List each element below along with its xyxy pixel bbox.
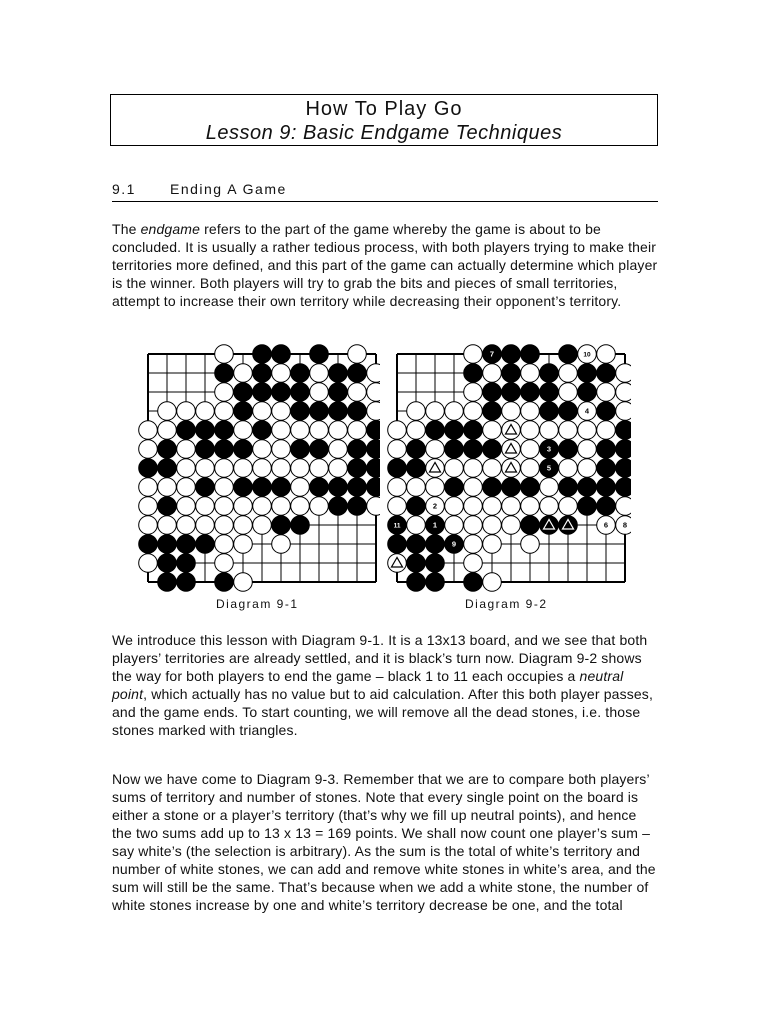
black-stone bbox=[310, 402, 329, 421]
black-stone bbox=[426, 421, 445, 440]
white-stone bbox=[559, 459, 578, 478]
white-stone bbox=[445, 497, 464, 516]
white-stone bbox=[407, 402, 426, 421]
white-stone bbox=[464, 383, 483, 402]
white-stone bbox=[158, 516, 177, 535]
black-stone bbox=[407, 554, 426, 573]
white-stone bbox=[215, 535, 234, 554]
white-stone bbox=[177, 402, 196, 421]
black-stone bbox=[464, 573, 483, 592]
white-stone bbox=[310, 421, 329, 440]
page-title: How To Play Go bbox=[305, 98, 463, 120]
black-stone bbox=[616, 459, 631, 478]
white-stone bbox=[234, 573, 253, 592]
white-stone bbox=[464, 478, 483, 497]
black-stone bbox=[367, 478, 380, 497]
white-stone bbox=[234, 364, 253, 383]
black-stone bbox=[578, 364, 597, 383]
white-stone bbox=[445, 459, 464, 478]
white-stone bbox=[310, 383, 329, 402]
black-stone bbox=[616, 478, 631, 497]
black-stone bbox=[291, 383, 310, 402]
black-stone bbox=[407, 535, 426, 554]
black-stone bbox=[196, 478, 215, 497]
black-stone bbox=[291, 516, 310, 535]
black-stone bbox=[521, 478, 540, 497]
black-stone bbox=[597, 440, 616, 459]
black-stone bbox=[502, 478, 521, 497]
black-stone bbox=[272, 345, 291, 364]
black-stone bbox=[177, 573, 196, 592]
black-stone bbox=[253, 421, 272, 440]
black-stone bbox=[215, 364, 234, 383]
move-number-label: 4 bbox=[584, 406, 590, 416]
black-stone bbox=[215, 573, 234, 592]
white-stone bbox=[177, 459, 196, 478]
white-stone bbox=[521, 497, 540, 516]
white-stone bbox=[272, 440, 291, 459]
move-number-label: 2 bbox=[432, 501, 438, 511]
black-stone bbox=[407, 440, 426, 459]
white-stone bbox=[521, 459, 540, 478]
black-stone bbox=[215, 440, 234, 459]
white-stone bbox=[215, 516, 234, 535]
white-stone bbox=[234, 421, 253, 440]
black-stone bbox=[348, 440, 367, 459]
white-stone bbox=[139, 421, 158, 440]
black-stone bbox=[578, 383, 597, 402]
black-stone bbox=[521, 516, 540, 535]
black-stone bbox=[616, 440, 631, 459]
black-stone bbox=[329, 383, 348, 402]
black-stone bbox=[272, 516, 291, 535]
white-stone bbox=[177, 516, 196, 535]
black-stone bbox=[578, 478, 597, 497]
section-title: Ending A Game bbox=[170, 181, 287, 197]
white-stone bbox=[445, 402, 464, 421]
white-stone bbox=[291, 421, 310, 440]
white-stone bbox=[177, 497, 196, 516]
white-stone bbox=[215, 478, 234, 497]
black-stone bbox=[139, 535, 158, 554]
black-stone bbox=[234, 440, 253, 459]
white-stone bbox=[234, 535, 253, 554]
black-stone bbox=[464, 364, 483, 383]
white-stone bbox=[177, 478, 196, 497]
black-stone bbox=[502, 364, 521, 383]
black-stone bbox=[348, 497, 367, 516]
white-stone bbox=[196, 402, 215, 421]
black-stone bbox=[407, 497, 426, 516]
move-number-label: 8 bbox=[622, 520, 628, 530]
white-stone bbox=[367, 364, 380, 383]
white-stone bbox=[483, 573, 502, 592]
white-stone bbox=[540, 478, 559, 497]
white-stone bbox=[253, 402, 272, 421]
move-number-label: 5 bbox=[546, 463, 552, 473]
black-stone bbox=[272, 478, 291, 497]
black-stone bbox=[559, 402, 578, 421]
white-stone bbox=[234, 516, 253, 535]
white-stone bbox=[445, 516, 464, 535]
black-stone bbox=[158, 459, 177, 478]
black-stone bbox=[597, 478, 616, 497]
counting-paragraph: Now we have come to Diagram 9-3. Remember that we are to compare both players’ sums of territory and number of stones. Note that every single point on the board is either a stone or a player’s territory (that’s why we fill up neutral points), and hence the two sums add up to 13 x 13 = 169 points. We shall now count one player’s sum – say white’s (the selection is arbitrary). As the sum is the total of white’s territory and number of white stones, we can add and remove white stones in white’s area, and the sum will still be the same. That’s because when we add a white stone, the number of white stones increase by one and white’s territory decrease be one, and the total bbox=[112, 771, 656, 913]
white-stone bbox=[139, 440, 158, 459]
black-stone bbox=[196, 535, 215, 554]
section-number: 9.1 bbox=[112, 181, 136, 197]
white-stone bbox=[407, 516, 426, 535]
white-stone bbox=[348, 421, 367, 440]
white-stone bbox=[272, 535, 291, 554]
white-stone bbox=[253, 459, 272, 478]
black-stone bbox=[445, 440, 464, 459]
black-stone bbox=[521, 345, 540, 364]
white-stone bbox=[196, 497, 215, 516]
black-stone bbox=[234, 402, 253, 421]
white-stone bbox=[464, 516, 483, 535]
white-stone bbox=[464, 402, 483, 421]
black-stone bbox=[407, 459, 426, 478]
black-stone bbox=[540, 402, 559, 421]
white-stone bbox=[310, 497, 329, 516]
white-stone bbox=[291, 459, 310, 478]
black-stone bbox=[329, 497, 348, 516]
white-stone bbox=[215, 345, 234, 364]
white-stone bbox=[464, 345, 483, 364]
black-stone bbox=[329, 364, 348, 383]
black-stone bbox=[540, 383, 559, 402]
white-stone bbox=[521, 421, 540, 440]
white-stone bbox=[407, 421, 426, 440]
white-stone bbox=[196, 516, 215, 535]
black-stone bbox=[215, 421, 234, 440]
black-stone bbox=[445, 478, 464, 497]
black-stone bbox=[616, 421, 631, 440]
white-stone bbox=[139, 516, 158, 535]
black-stone bbox=[234, 383, 253, 402]
black-stone bbox=[291, 402, 310, 421]
white-stone bbox=[177, 440, 196, 459]
white-stone bbox=[464, 554, 483, 573]
white-stone bbox=[388, 440, 407, 459]
black-stone bbox=[272, 383, 291, 402]
white-stone bbox=[616, 364, 631, 383]
white-stone bbox=[483, 516, 502, 535]
white-stone bbox=[348, 383, 367, 402]
white-stone bbox=[597, 421, 616, 440]
black-stone bbox=[521, 383, 540, 402]
lesson-subtitle: Lesson 9: Basic Endgame Techniques bbox=[205, 122, 563, 144]
black-stone bbox=[196, 421, 215, 440]
white-stone bbox=[464, 497, 483, 516]
white-stone bbox=[348, 345, 367, 364]
black-stone bbox=[139, 459, 158, 478]
black-stone bbox=[464, 421, 483, 440]
black-stone bbox=[578, 497, 597, 516]
black-stone bbox=[597, 364, 616, 383]
white-stone bbox=[329, 421, 348, 440]
black-stone bbox=[177, 421, 196, 440]
black-stone bbox=[559, 345, 578, 364]
white-stone bbox=[310, 459, 329, 478]
black-stone bbox=[407, 573, 426, 592]
para2-emphasis: neutral point bbox=[112, 668, 624, 702]
intro-paragraph bbox=[112, 220, 660, 310]
white-stone bbox=[272, 364, 291, 383]
black-stone bbox=[367, 421, 380, 440]
black-stone bbox=[559, 440, 578, 459]
black-stone bbox=[329, 402, 348, 421]
black-stone bbox=[483, 383, 502, 402]
white-stone bbox=[234, 497, 253, 516]
white-stone bbox=[521, 440, 540, 459]
black-stone bbox=[348, 402, 367, 421]
black-stone bbox=[502, 383, 521, 402]
move-number-label: 3 bbox=[546, 444, 552, 454]
black-stone bbox=[158, 497, 177, 516]
white-stone bbox=[329, 459, 348, 478]
white-stone bbox=[502, 402, 521, 421]
white-stone bbox=[559, 421, 578, 440]
black-stone bbox=[310, 478, 329, 497]
move-number-label: 11 bbox=[393, 522, 401, 530]
black-stone bbox=[158, 573, 177, 592]
black-stone bbox=[426, 554, 445, 573]
go-board-diagram-9-1 bbox=[138, 344, 380, 596]
white-stone bbox=[616, 383, 631, 402]
white-stone bbox=[559, 497, 578, 516]
move-number-label: 1 bbox=[432, 520, 438, 530]
white-stone bbox=[215, 459, 234, 478]
black-stone bbox=[310, 440, 329, 459]
white-stone bbox=[272, 421, 291, 440]
white-stone bbox=[483, 497, 502, 516]
black-stone bbox=[597, 402, 616, 421]
white-stone bbox=[367, 402, 380, 421]
white-stone bbox=[291, 497, 310, 516]
para2-text-end: , which actually has no value but to aid calculation. After this both player passes, and the game ends. To start counting, we will remove all the dead stones, i.e. those stones marked with triangles. bbox=[112, 686, 653, 738]
black-stone bbox=[426, 535, 445, 554]
white-stone bbox=[521, 535, 540, 554]
white-stone bbox=[215, 383, 234, 402]
black-stone bbox=[367, 459, 380, 478]
black-stone bbox=[388, 535, 407, 554]
white-stone bbox=[329, 440, 348, 459]
black-stone bbox=[310, 345, 329, 364]
white-stone bbox=[215, 402, 234, 421]
white-stone bbox=[234, 459, 253, 478]
white-stone bbox=[272, 459, 291, 478]
white-stone bbox=[215, 554, 234, 573]
white-stone bbox=[616, 402, 631, 421]
move-number-label: 7 bbox=[489, 349, 495, 359]
white-stone bbox=[540, 497, 559, 516]
black-stone bbox=[177, 554, 196, 573]
black-stone bbox=[367, 440, 380, 459]
white-stone bbox=[158, 478, 177, 497]
black-stone bbox=[348, 364, 367, 383]
white-stone bbox=[502, 516, 521, 535]
white-stone bbox=[559, 383, 578, 402]
white-stone bbox=[464, 535, 483, 554]
white-stone bbox=[367, 497, 380, 516]
white-stone bbox=[367, 383, 380, 402]
white-stone bbox=[502, 497, 521, 516]
go-board-diagram-9-2 bbox=[387, 344, 631, 596]
white-stone bbox=[483, 535, 502, 554]
para1-emphasis: endgame bbox=[140, 221, 201, 237]
black-stone bbox=[559, 478, 578, 497]
white-stone bbox=[158, 421, 177, 440]
black-stone bbox=[234, 478, 253, 497]
para1-text-start: The bbox=[112, 221, 141, 237]
black-stone bbox=[483, 440, 502, 459]
white-stone bbox=[483, 364, 502, 383]
white-stone bbox=[521, 364, 540, 383]
black-stone bbox=[502, 345, 521, 364]
white-stone bbox=[521, 402, 540, 421]
white-stone bbox=[139, 497, 158, 516]
move-number-label: 10 bbox=[583, 351, 591, 359]
white-stone bbox=[139, 554, 158, 573]
black-stone bbox=[253, 383, 272, 402]
white-stone bbox=[291, 478, 310, 497]
black-stone bbox=[177, 535, 196, 554]
black-stone bbox=[158, 554, 177, 573]
black-stone bbox=[597, 459, 616, 478]
black-stone bbox=[597, 497, 616, 516]
white-stone bbox=[426, 440, 445, 459]
white-stone bbox=[253, 440, 272, 459]
black-stone bbox=[483, 478, 502, 497]
black-stone bbox=[540, 364, 559, 383]
white-stone bbox=[388, 478, 407, 497]
black-stone bbox=[445, 421, 464, 440]
white-stone bbox=[215, 497, 234, 516]
white-stone bbox=[559, 364, 578, 383]
white-stone bbox=[426, 402, 445, 421]
white-stone bbox=[253, 516, 272, 535]
black-stone bbox=[329, 478, 348, 497]
white-stone bbox=[196, 459, 215, 478]
black-stone bbox=[426, 573, 445, 592]
section-heading bbox=[112, 181, 658, 202]
move-number-label: 6 bbox=[603, 520, 609, 530]
move-number-label: 9 bbox=[451, 539, 457, 549]
white-stone bbox=[272, 402, 291, 421]
white-stone bbox=[578, 459, 597, 478]
black-stone bbox=[253, 478, 272, 497]
black-stone bbox=[291, 440, 310, 459]
diagram-explanation-paragraph bbox=[112, 631, 660, 739]
black-stone bbox=[158, 535, 177, 554]
black-stone bbox=[483, 402, 502, 421]
white-stone bbox=[578, 421, 597, 440]
white-stone bbox=[578, 440, 597, 459]
white-stone bbox=[464, 459, 483, 478]
white-stone bbox=[158, 402, 177, 421]
black-stone bbox=[291, 364, 310, 383]
para1-text-end: refers to the part of the game whereby the game is about to be concluded. It is usually a rather tedious process, with both players trying to make their territories more defined, and this part of the game can actually determine which player is the winner. Both players will try to grab the bits and pieces of small territories, attempt to increase their own territory while decreasing their opponent’s territory. bbox=[112, 221, 658, 309]
black-stone bbox=[348, 459, 367, 478]
white-stone bbox=[407, 478, 426, 497]
white-stone bbox=[139, 478, 158, 497]
white-stone bbox=[253, 497, 272, 516]
title-box bbox=[110, 94, 658, 146]
black-stone bbox=[253, 364, 272, 383]
para2-text-start: We introduce this lesson with Diagram 9-1. It is a 13x13 board, and we see that both players’ territories are already settled, and it is black’s turn now. Diagram 9-2 shows the way for both players to end the game – black 1 to 11 each occupies a bbox=[112, 632, 648, 684]
black-stone bbox=[196, 440, 215, 459]
caption-diagram-9-2: Diagram 9-2 bbox=[465, 597, 548, 611]
caption-diagram-9-1: Diagram 9-1 bbox=[216, 597, 299, 611]
white-stone bbox=[540, 421, 559, 440]
white-stone bbox=[483, 421, 502, 440]
white-stone bbox=[597, 383, 616, 402]
white-stone bbox=[388, 497, 407, 516]
white-stone bbox=[388, 421, 407, 440]
black-stone bbox=[464, 440, 483, 459]
white-stone bbox=[272, 497, 291, 516]
white-stone bbox=[597, 345, 616, 364]
white-stone bbox=[310, 364, 329, 383]
white-stone bbox=[616, 497, 631, 516]
black-stone bbox=[158, 440, 177, 459]
white-stone bbox=[426, 478, 445, 497]
black-stone bbox=[388, 459, 407, 478]
black-stone bbox=[348, 478, 367, 497]
black-stone bbox=[253, 345, 272, 364]
white-stone bbox=[483, 459, 502, 478]
